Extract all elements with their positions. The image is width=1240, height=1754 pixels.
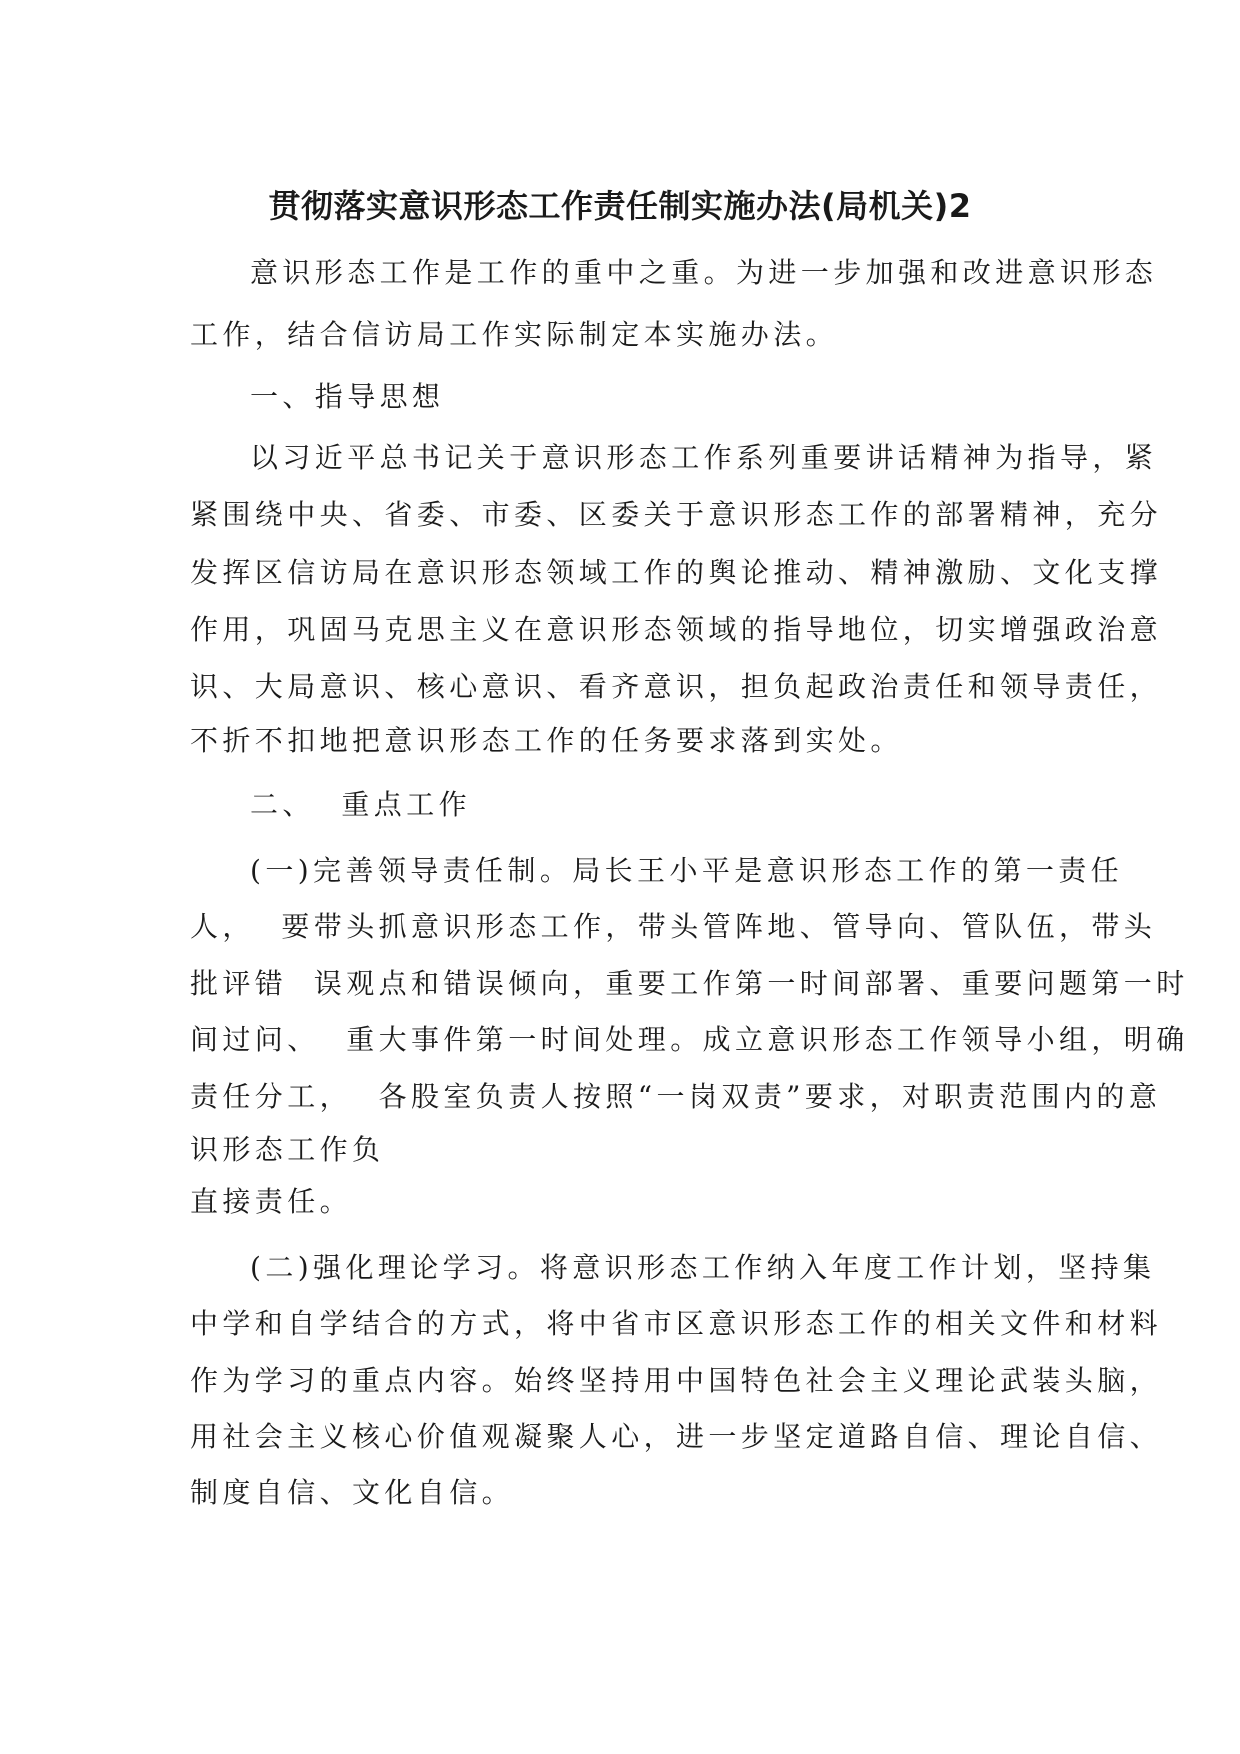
section-heading: 一、指导思想 xyxy=(250,380,445,413)
section-heading: 二、 重点工作 xyxy=(250,788,472,821)
paragraph-line: 识、大局意识、核心意识、看齐意识，担负起政治责任和领导责任， xyxy=(190,670,1163,703)
paragraph-line: 人， 要带头抓意识形态工作，带头管阵地、管导向、管队伍，带头 xyxy=(190,910,1157,943)
paragraph-line: 批评错 误观点和错误倾向，重要工作第一时间部署、重要问题第一时 xyxy=(190,967,1189,1000)
paragraph-line: 责任分工， 各股室负责人按照“一岗双责”要求，对职责范围内的意 xyxy=(190,1080,1162,1113)
paragraph-line: 以习近平总书记关于意识形态工作系列重要讲话精神为指导，紧 xyxy=(250,441,1158,474)
paragraph-line: 用社会主义核心价值观凝聚人心，进一步坚定道路自信、理论自信、 xyxy=(190,1420,1163,1453)
paragraph-line: (一)完善领导责任制。局长王小平是意识形态工作的第一责任 xyxy=(250,854,1124,887)
paragraph-line: 识形态工作负 xyxy=(190,1133,385,1166)
paragraph-line: 直接责任。 xyxy=(190,1185,353,1218)
paragraph-line: 作为学习的重点内容。始终坚持用中国特色社会主义理论武装头脑， xyxy=(190,1364,1163,1397)
paragraph-line: 意识形态工作是工作的重中之重。为进一步加强和改进意识形态 xyxy=(250,256,1158,289)
paragraph-line: (二)强化理论学习。将意识形态工作纳入年度工作计划，坚持集 xyxy=(250,1251,1156,1284)
paragraph-line: 中学和自学结合的方式，将中省市区意识形态工作的相关文件和材料 xyxy=(190,1307,1163,1340)
paragraph-line: 不折不扣地把意识形态工作的任务要求落到实处。 xyxy=(190,724,903,757)
paragraph-line: 作用，巩固马克思主义在意识形态领域的指导地位，切实增强政治意 xyxy=(190,613,1163,646)
paragraph-line: 发挥区信访局在意识形态领域工作的舆论推动、精神激励、文化支撑 xyxy=(190,556,1163,589)
paragraph-line: 紧围绕中央、省委、市委、区委关于意识形态工作的部署精神，充分 xyxy=(190,498,1163,531)
paragraph-line: 间过问、 重大事件第一时间处理。成立意识形态工作领导小组，明确 xyxy=(190,1023,1189,1056)
paragraph-line: 工作，结合信访局工作实际制定本实施办法。 xyxy=(190,318,839,351)
document-title: 贯彻落实意识形态工作责任制实施办法(局机关)2 xyxy=(268,187,972,225)
paragraph-line: 制度自信、文化自信。 xyxy=(190,1476,515,1509)
